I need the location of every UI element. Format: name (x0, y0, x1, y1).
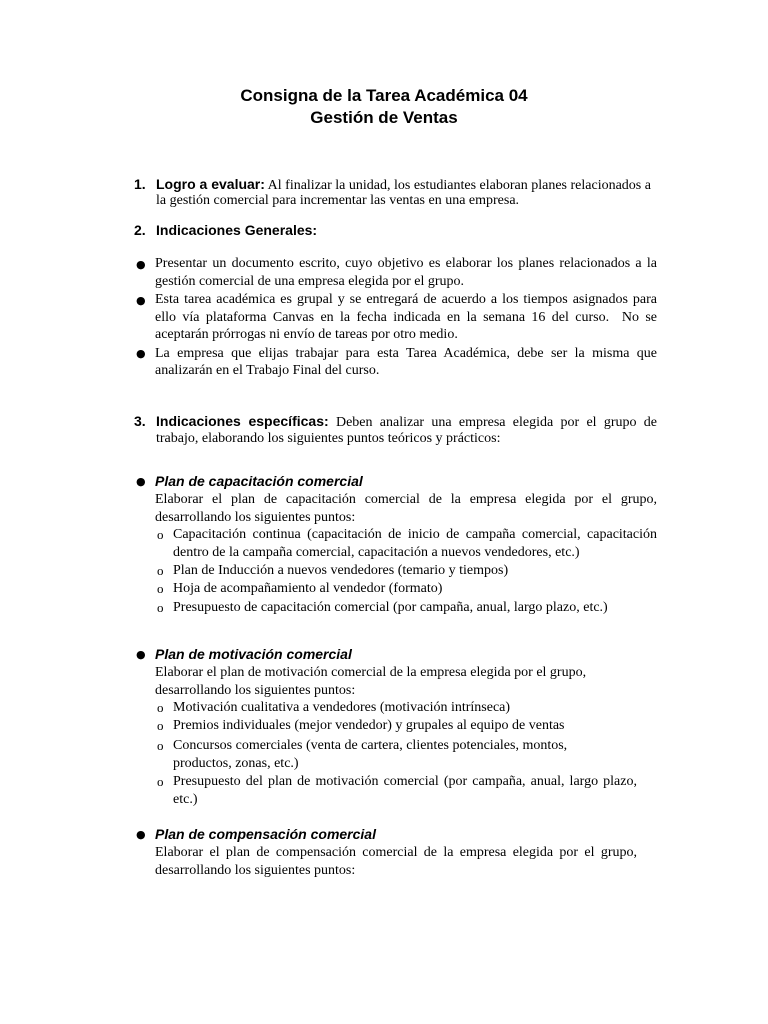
plan-2-item-4-line-2: etc.) (173, 792, 198, 807)
section-1-number: 1. (134, 176, 146, 192)
sub-bullet-icon: o (157, 738, 164, 753)
bullet-icon: ● (136, 258, 146, 271)
plan-2-title: Plan de motivación comercial (155, 646, 352, 662)
document-title: Consigna de la Tarea Académica 04 (240, 86, 528, 105)
general-bullet-2-line-3: aceptarán prórrogas ni envío de tareas por otro medio. (155, 327, 458, 342)
sub-bullet-icon: o (157, 774, 164, 789)
plan-2-desc-line-2: desarrollando los siguientes puntos: (155, 683, 356, 698)
plan-1-title: Plan de capacitación comercial (155, 473, 363, 489)
sub-bullet-icon: o (157, 600, 164, 615)
section-1-line-2: la gestión comercial para incrementar las ventas en una empresa. (156, 193, 520, 208)
section-3-line-2: trabajo, elaborando los siguientes puntos teóricos y prácticos: (156, 431, 501, 446)
plan-2-desc-line-1: Elaborar el plan de motivación comercial de la empresa elegida por el grupo, (155, 665, 587, 680)
plan-1-desc-line-2: desarrollando los siguientes puntos: (155, 510, 356, 525)
sub-bullet-icon: o (157, 563, 164, 578)
plan-3-desc-line-2: desarrollando los siguientes puntos: (155, 863, 356, 878)
section-1-heading: Logro a evaluar: (156, 176, 265, 192)
bullet-icon: ● (136, 828, 146, 841)
bullet-icon: ● (136, 347, 146, 360)
bullet-icon: ● (136, 294, 146, 307)
bullet-icon: ● (136, 648, 146, 661)
general-bullet-1-line-1: Presentar un documento escrito, cuyo objetivo es elaborar los planes relacionados a la (155, 256, 657, 271)
section-2-heading: Indicaciones Generales: (156, 222, 318, 238)
sub-bullet-icon: o (157, 581, 164, 596)
plan-1-item-3: Hoja de acompañamiento al vendedor (formato) (173, 581, 443, 596)
sub-bullet-icon: o (157, 700, 164, 715)
general-bullet-2-line-2: ello vía plataforma Canvas en la fecha indicada en la semana 16 del curso. No se (155, 310, 657, 325)
document-subtitle: Gestión de Ventas (310, 108, 458, 127)
section-3-heading: Indicaciones específicas: (156, 413, 329, 429)
general-bullet-3-line-2: analizarán en el Trabajo Final del curso. (155, 363, 380, 378)
plan-1-item-1-line-1: Capacitación continua (capacitación de inicio de campaña comercial, capacitación (173, 527, 657, 542)
plan-2-item-1: Motivación cualitativa a vendedores (motivación intrínseca) (173, 700, 511, 715)
section-3-line-1 (156, 412, 657, 432)
section-3-text-1: Deben analizar una empresa elegida por el grupo de (335, 415, 658, 430)
bullet-icon: ● (136, 475, 146, 488)
plan-1-item-1-line-2: dentro de la campaña comercial, capacitación a nuevos vendedores, etc.) (173, 545, 580, 560)
sub-bullet-icon: o (157, 718, 164, 733)
general-bullet-2-line-1: Esta tarea académica es grupal y se entregará de acuerdo a los tiempos asignados para (155, 292, 657, 307)
plan-3-desc-line-1: Elaborar el plan de compensación comercial de la empresa elegida por el grupo, (155, 845, 637, 860)
general-bullet-3-line-1: La empresa que elijas trabajar para esta Tarea Académica, debe ser la misma que (155, 346, 657, 361)
plan-1-item-2: Plan de Inducción a nuevos vendedores (temario y tiempos) (173, 563, 509, 578)
section-3-number: 3. (134, 413, 146, 429)
plan-2-item-3-line-2: productos, zonas, etc.) (173, 756, 299, 771)
plan-2-item-4-line-1: Presupuesto del plan de motivación comercial (por campaña, anual, largo plazo, (173, 774, 637, 789)
general-bullet-1-line-2: gestión comercial de una empresa elegida por el grupo. (155, 274, 465, 289)
plan-2-item-2: Premios individuales (mejor vendedor) y grupales al equipo de ventas (173, 718, 565, 733)
plan-1-item-4: Presupuesto de capacitación comercial (por campaña, anual, largo plazo, etc.) (173, 600, 608, 615)
plan-3-title: Plan de compensación comercial (155, 826, 376, 842)
plan-2-item-3-line-1: Concursos comerciales (venta de cartera, clientes potenciales, montos, (173, 738, 568, 753)
plan-1-desc-line-1: Elaborar el plan de capacitación comercial de la empresa elegida por el grupo, (155, 492, 657, 507)
section-1-text-1: Al finalizar la unidad, los estudiantes elaboran planes relacionados a (267, 178, 651, 193)
sub-bullet-icon: o (157, 527, 164, 542)
section-2-number: 2. (134, 222, 146, 238)
